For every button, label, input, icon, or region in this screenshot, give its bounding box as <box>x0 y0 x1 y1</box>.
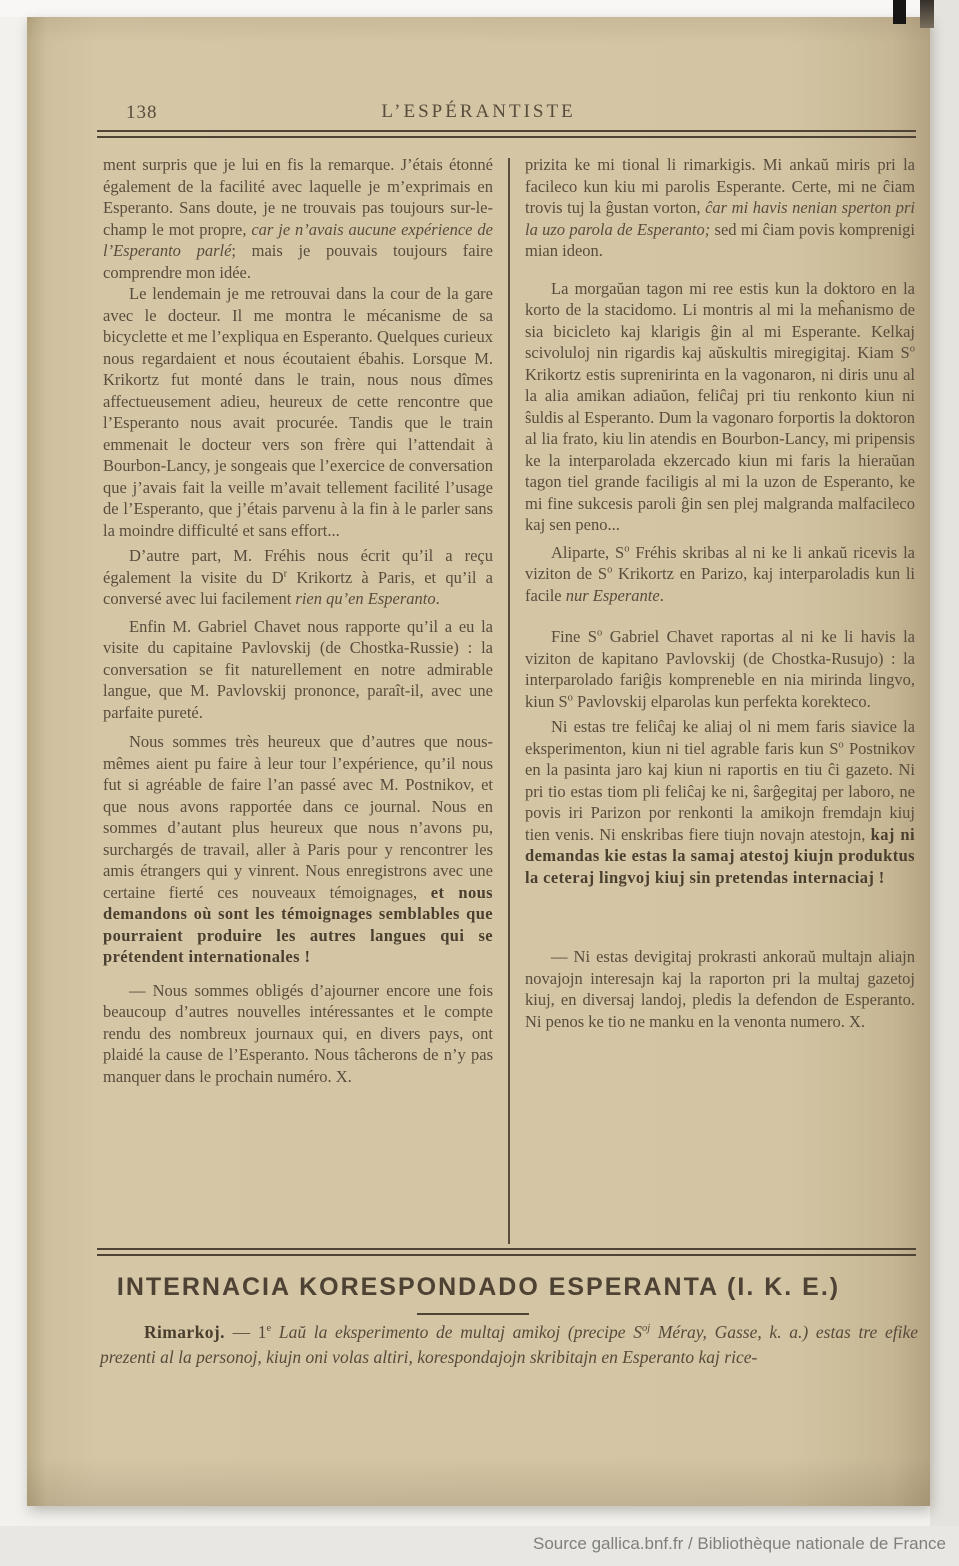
text-run: rien qu’en Esperanto <box>295 589 436 608</box>
paragraph <box>525 542 915 607</box>
text-run: Krikortz en Parizo, kaj interparoladis kun li facile <box>525 564 916 605</box>
paragraph <box>103 545 493 610</box>
page-content <box>27 17 930 1506</box>
text-run: Enfin M. Gabriel Chavet nous rapporte qu’il a eu la visite du capitaine Pavlovskij (de Chostka-Russie) : la conversation se fit naturellement en notre admirable langue, que M. Pavlovskij prononce, paraît-il, avec une parfaite pureté. <box>103 616 493 722</box>
paragraph <box>103 980 493 1088</box>
text-run: ĉar mi havis nenian sperton pri la uzo parola de Esperanto; <box>525 198 915 239</box>
section-heading: INTERNACIA KORESPONDADO ESPERANTA (I. K. E.) <box>116 1273 841 1301</box>
text-run: — Nous sommes obligés d’ajourner encore une fois beaucoup d’autres nouvelles intéressantes et le compte rendu des nombreux journaux qui, en divers pays, ont plaidé la cause de l’Esperanto. Nous tâcherons de n’y pas manquer dans le prochain numéro. <box>103 980 493 1086</box>
text-run: Postnikov en la pasinta jaro kaj kiun ni raportis en tiu ĉi gazeto. Ni pri tio estas tiom pli feliĉaj ke ni, ŝarĝegitaj per laboro, ne povis iri Parizon por renkonti la amikojn fremdajn kiuj tien venis. Ni enskribas fiere tiujn novajn atestojn, <box>525 738 915 844</box>
text-run: Gabriel Chavet raportas al ni ke li havis la viziton de kapitano Pavlovskij (de Chostka-Rusujo) : la interparolado fariĝis kompreneble en nia mirinda lingvo, kiun S <box>525 627 915 711</box>
text-run: o <box>596 627 603 639</box>
text-run: X. <box>844 1011 866 1031</box>
page-number: 138 <box>126 102 158 123</box>
page-corner-shadow <box>920 0 934 28</box>
text-run: Aliparte, S <box>551 542 625 562</box>
text-run: Pavlovskij elparolas kun perfekta korekteco. <box>572 691 871 711</box>
text-run: car je n’avais aucune expérience de l’Esperanto parlé <box>103 219 493 260</box>
text-run: sed mi ĉiam povis komprenigi mian ideon. <box>525 219 916 260</box>
text-run: o <box>838 739 844 750</box>
text-run: ; mais je pouvais toujours faire comprendre mon idée. <box>103 241 493 282</box>
text-run: X. <box>331 1066 352 1086</box>
text-run: ment surpris que je lui en fis la remarque. J’étais étonné également de la facilité avec laquelle je m’exprimais en Esperanto. Sans doute, je ne trouvais pas toujours sur-le-champ le mot propre, <box>103 155 493 239</box>
scan-right-margin <box>930 0 959 1526</box>
text-run: Nous sommes très heureux que d’autres que nous-mêmes aient pu faire à leur tour l’expérience, qu’il nous fut si agréable de faire l’an passé avec M. Postnikov, et que nous avons rapportée dans ce journal. Nous en sommes d’autant plus heureux que nous n’avons pu, surchargés de travail, aller à Paris pour y rencontrer les amis étrangers qui y vinrent. Nous enregistrons avec une certaine fierté ces nouveaux témoignages, <box>103 732 493 902</box>
text-run: e <box>266 1323 272 1335</box>
text-run: . <box>659 585 664 605</box>
text-run: Laŭ la eksperimento de multaj amikoj (precipe S <box>278 1322 642 1342</box>
text-run: D’autre part, M. Fréhis nous écrit qu’il a reçu également la visite du D <box>103 546 493 587</box>
text-run: kaj ni demandas kie estas la samaj atestoj kiujn produktus la ceteraj lingvoj kiuj sin pretendas internaciaj ! <box>525 824 915 887</box>
section-double-rule <box>97 1248 916 1256</box>
text-run: Rimarkoj. <box>144 1322 225 1342</box>
right-column-esperanto <box>525 154 915 1087</box>
text-run: o <box>567 692 573 703</box>
paragraph <box>525 278 915 536</box>
text-run: o <box>624 543 630 554</box>
header-double-rule <box>97 130 916 138</box>
text-run: o <box>909 343 915 355</box>
journal-title: L’ESPÉRANTISTE <box>381 101 576 122</box>
text-run: nur Esperante <box>565 585 660 605</box>
text-run: Krikortz à Paris, et qu’il a conversé avec lui facilement <box>103 567 493 608</box>
text-run: Fine S <box>551 627 597 646</box>
paragraph <box>103 283 493 541</box>
column-divider-rule <box>508 158 510 1244</box>
left-column-french <box>103 154 493 1087</box>
scan-top-margin <box>0 0 959 17</box>
text-run: — 1 <box>224 1322 267 1342</box>
text-run: — Ni estas devigitaj prokrasti ankoraŭ multajn aliajn novajojn interesajn kaj la raporton pri la multaj gazetoj kiuj, en diversaj landoj, pledis la defendon de Esperanto. Ni penos ke tio ne manku en la venonta numero. <box>525 947 915 1031</box>
text-run: et nous demandons où sont les témoignages semblables que pourraient produire les autres langues qui se prétendent internationales ! <box>103 882 493 966</box>
text-run: Ni estas tre feliĉaj ke aliaj ol ni mem faris siavice la eksperimenton, kiun ni tiel agrable faris kun S <box>525 717 915 758</box>
paragraph <box>525 154 915 262</box>
text-run: Le lendemain je me retrouvai dans la cour de la gare avec le docteur. Il me montra le mécanisme de sa bicyclette et me l’expliqua en Esperanto. Quelques curieux nous regardaient et nous écoutaient ébahis. Lorsque M. Krikortz fut monté dans le train, nous nous dîmes affectueusement adieu, heureux de cette rencontre que l’Esperanto nous avait procurée. Tandis que le train emmenait le docteur vers son frère qui l’attendait à Bourbon-Lancy, je songeais que l’exercice de conversation que j’avais fait la veille m’avait tellement facilité l’usage de l’Esperanto, que j’étais parvenu à la fin à le parler sans la moindre difficulté et sans effort... <box>103 284 493 540</box>
paragraph <box>525 626 915 712</box>
scanned-page <box>27 17 930 1506</box>
text-run <box>271 1322 279 1342</box>
paragraph <box>103 731 493 968</box>
text-run: La morgaŭan tagon mi ree estis kun la doktoro en la korto de la stacidomo. Li montris al mi la meĥanismo de sia bicicleto kaj klarigis ĝin al mi Esperante. Kelkaj scivoluloj nin rigardis kaj aŭskultis miregigitaj. Kiam S <box>525 278 915 362</box>
text-run: prizita ke mi tional li rimarkigis. Mi ankaŭ miris pri la facileco kun kiu mi parolis Esperante. Certe, mi ne ĉiam trovis tuj la ĝustan vorton, <box>525 155 915 217</box>
text-run: r <box>283 568 288 579</box>
text-run: oj <box>642 1323 651 1335</box>
paragraph <box>103 154 493 283</box>
paragraph <box>525 716 915 888</box>
binding-clip <box>893 0 906 24</box>
paragraph <box>525 946 915 1032</box>
text-run: Krikortz estis suprenirinta en la vagonaron, ni diris unu al la alia amikan adiaŭon, feliĉaj pri tiu renkonto kiun ni ŝuldis al Esperanto. Dum la vagonaro forportis la doktoron al lia frato, kiu lin atendis en Bourbon-Lancy, mi pripensis ke la interparolada ekzercado kiun mi faris la hieraŭan tagon tiel grande faciligis al mi la uzon de Esperanto, ke mi fine sukcesis paroli ĝin sen plej malgranda malfacileco kaj sen peno... <box>525 364 915 534</box>
text-run: . <box>435 589 440 608</box>
rimarkoj-paragraph <box>100 1320 918 1370</box>
text-run: Méray, Gasse, k. a.) estas tre efike prezenti al la personoj, kiujn oni volas altiri, korespondajojn skribitajn en Esperanto kaj rice- <box>100 1322 919 1367</box>
heading-underline-rule <box>417 1313 529 1315</box>
gallica-footer-bar <box>0 1526 959 1566</box>
text-run: Fréhis skribas al ni ke li ankaŭ ricevis la viziton de S <box>525 542 915 583</box>
paragraph <box>103 616 493 724</box>
source-attribution: Source gallica.bnf.fr / Bibliothèque nationale de France <box>533 1534 946 1553</box>
text-run: o <box>607 564 613 576</box>
